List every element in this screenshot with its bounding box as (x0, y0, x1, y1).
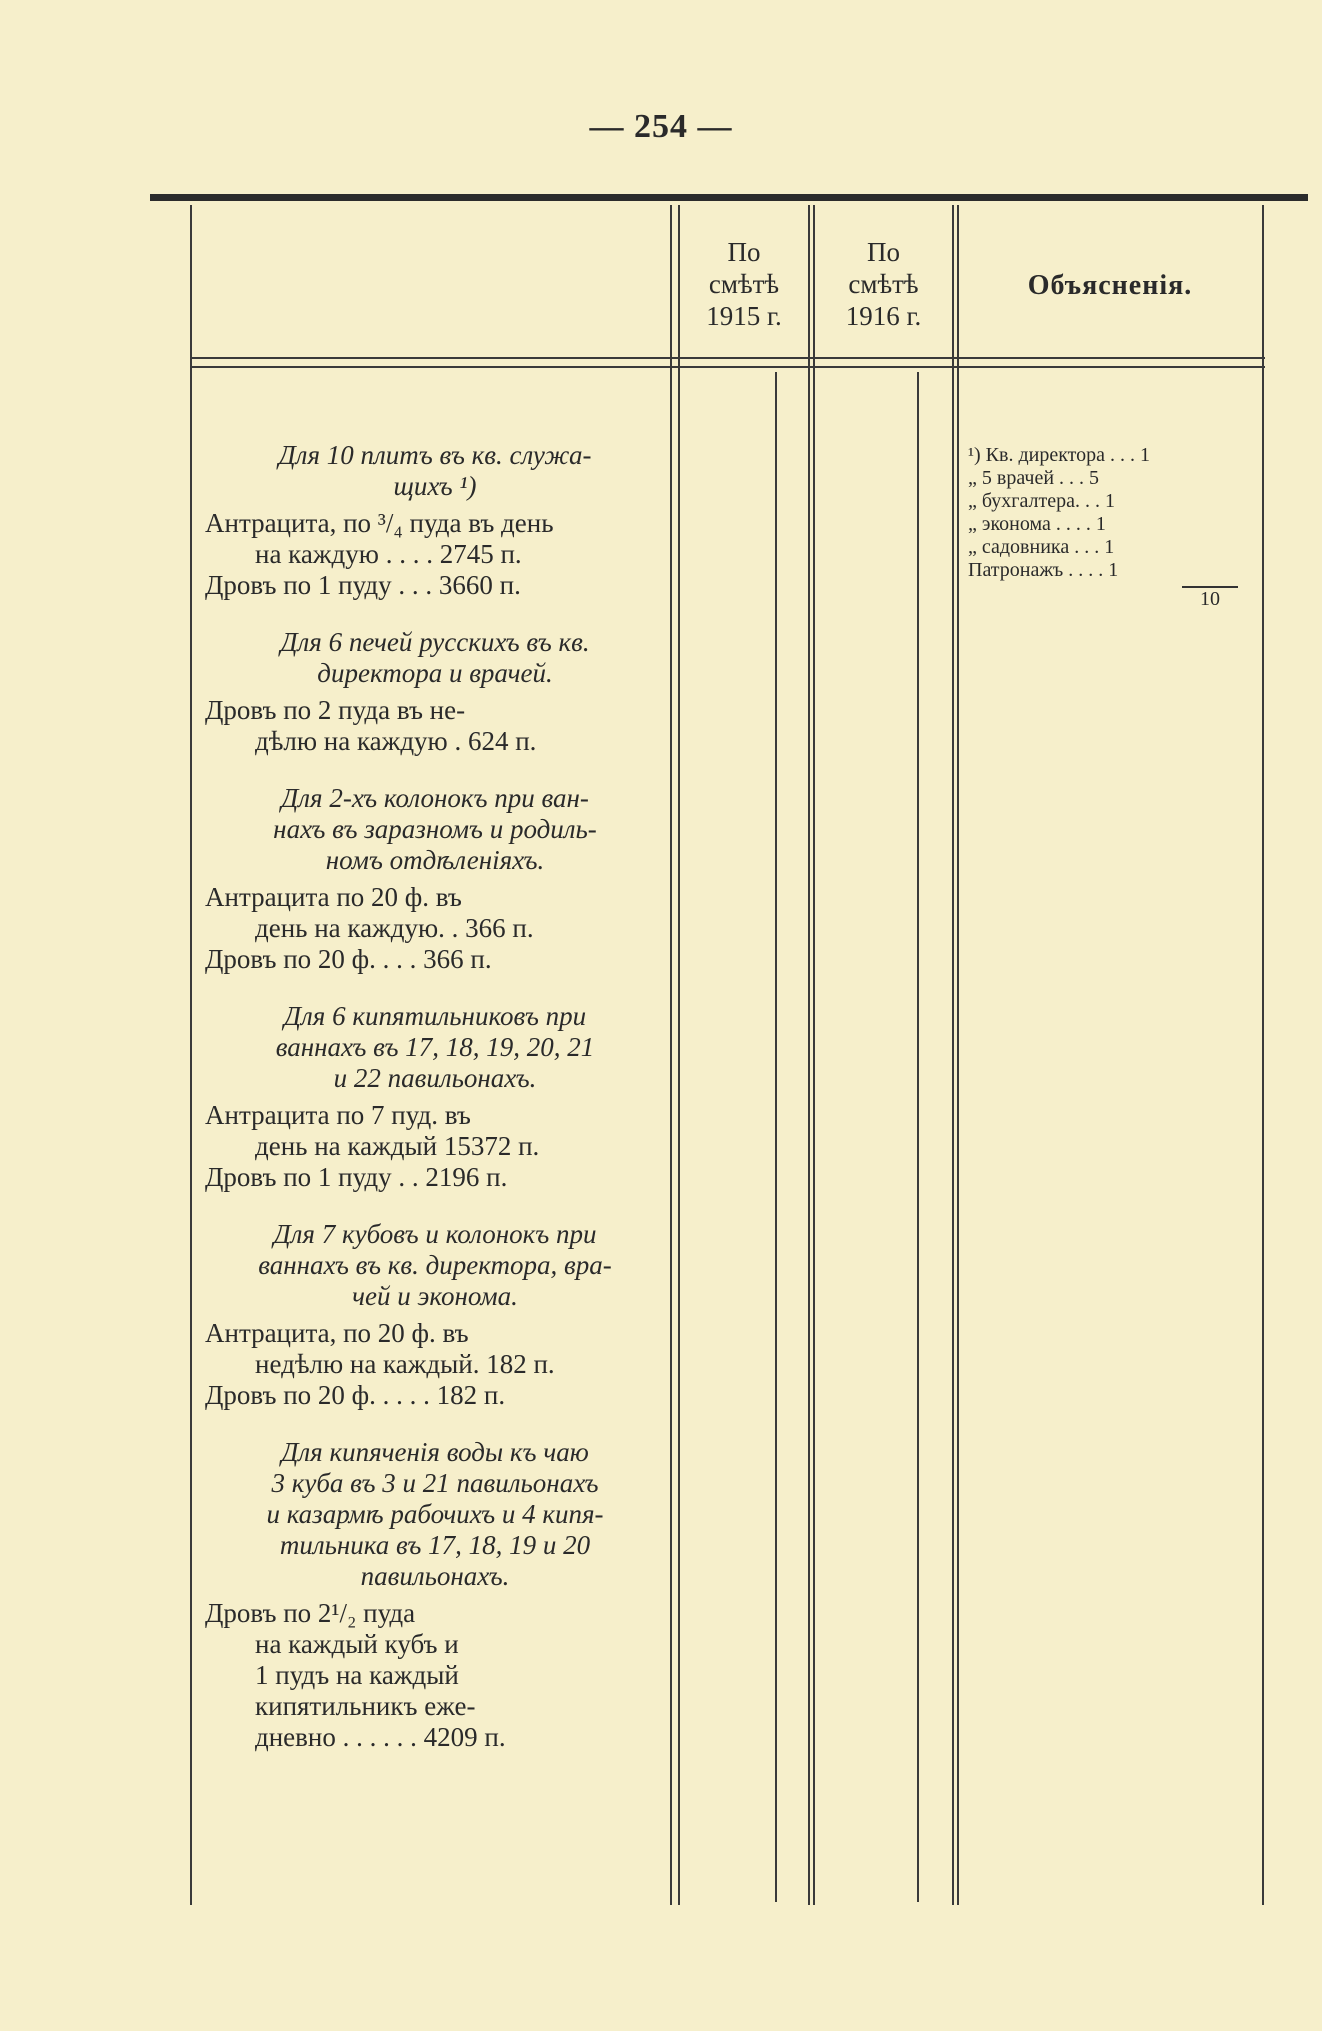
notes-total: 10 (1182, 586, 1238, 611)
section-title-line: павильонахъ. (360, 1561, 510, 1591)
section-title-line: Для 2-хъ колонокъ при ван- (281, 783, 589, 813)
section-title-line: Для 6 печей русскихъ въ кв. (280, 627, 590, 657)
section-3 (205, 783, 665, 975)
section-title (205, 1219, 665, 1312)
header-bottom-rule (190, 357, 1265, 359)
col-divider-1b (678, 205, 680, 1905)
section-title-line: нахъ въ заразномъ и родиль- (273, 814, 597, 844)
section-2 (205, 627, 665, 757)
page-number: — 254 — (589, 108, 733, 145)
item-line: кипятильникъ еже- (255, 1691, 476, 1721)
section-title (205, 1001, 665, 1094)
section-title-line: Для кипяченія воды къ чаю (281, 1437, 589, 1467)
note-line: ¹) Кв. директора . . . 1 (968, 444, 1151, 466)
section-title-line: директора и врачей. (317, 658, 553, 688)
item-line: Дровъ по 20 ф. . . . 366 п. (205, 944, 492, 974)
header-1915 (680, 236, 808, 332)
note-line: „ 5 врачей . . . 5 (968, 467, 1100, 489)
table-right-border (1262, 205, 1264, 1905)
items-column (205, 440, 665, 1779)
header-1915-line1: По (727, 237, 761, 267)
col-divider-2 (808, 205, 810, 1905)
header-1915-line3: 1915 г. (706, 301, 782, 331)
header-bottom-rule-2 (190, 366, 1265, 368)
col-divider-2b (813, 205, 815, 1905)
section-5 (205, 1219, 665, 1411)
section-4 (205, 1001, 665, 1193)
item-line: день на каждый 15372 п. (255, 1131, 540, 1161)
section-title (205, 1437, 665, 1592)
section-title-line: и 22 павильонахъ. (333, 1063, 537, 1093)
section-title-line: Для 10 плитъ въ кв. служа- (278, 440, 592, 470)
header-1915-line2: смѣтѣ (708, 269, 780, 299)
note-line: „ эконома . . . . 1 (968, 513, 1106, 535)
item-line: на каждый кубъ и (255, 1629, 459, 1659)
header-1916-line3: 1916 г. (845, 301, 922, 331)
section-1 (205, 440, 665, 601)
item-line: Антрацита по 7 пуд. въ (205, 1100, 471, 1130)
item-line: Дровъ по 1 пуду . . . 3660 п. (205, 570, 521, 600)
item-line: недѣлю на каждый. 182 п. (255, 1349, 555, 1379)
table-left-border (190, 205, 192, 1905)
item-line: Дровъ по 20 ф. . . . . 182 п. (205, 1380, 506, 1410)
col-divider-3b (957, 205, 959, 1905)
table-top-rule (150, 194, 1308, 201)
amount-subdivider-2 (917, 372, 919, 1902)
section-title-line: и казармѣ рабочихъ и 4 кипя- (266, 1499, 604, 1529)
item-line: Дровъ по 2¹/₂ пуда (205, 1598, 416, 1628)
item-line: на каждую . . . . 2745 п. (255, 539, 522, 569)
item-line: Дровъ по 2 пуда въ не- (205, 695, 466, 725)
note-line: Патронажъ . . . . 1 (968, 559, 1119, 581)
section-title-line: Для 7 кубовъ и колонокъ при (273, 1219, 597, 1249)
section-title (205, 440, 665, 502)
header-1916 (815, 236, 952, 332)
section-title-line: тильника въ 17, 18, 19 и 20 (279, 1530, 591, 1560)
section-title-line: чей и эконома. (352, 1281, 518, 1311)
item-line: Антрацита, по 20 ф. въ (205, 1318, 469, 1348)
section-title (205, 627, 665, 689)
item-line: Антрацита, по ³/₄ пуда въ день (205, 508, 554, 538)
item-line: Антрацита по 20 ф. въ (205, 882, 462, 912)
section-title-line: ваннахъ въ кв. директора, вра- (258, 1250, 612, 1280)
section-title-line: ваннахъ въ 17, 18, 19, 20, 21 (275, 1032, 595, 1062)
header-1916-line2: смѣтѣ (848, 269, 919, 299)
item-line: дневно . . . . . . 4209 п. (255, 1722, 506, 1752)
item-line: дѣлю на каждую . 624 п. (255, 726, 537, 756)
header-explanations: Объясненія. (1027, 270, 1193, 301)
item-line: 1 пудъ на каждый (255, 1660, 459, 1690)
section-title-line: Для 6 кипятильниковъ при (283, 1001, 587, 1031)
section-6 (205, 1437, 665, 1753)
section-title (205, 783, 665, 876)
col-divider-1 (670, 205, 672, 1905)
header-1916-line1: По (867, 237, 900, 267)
item-line: Дровъ по 1 пуду . . 2196 п. (205, 1162, 508, 1192)
item-line: день на каждую. . 366 п. (255, 913, 534, 943)
col-divider-3 (952, 205, 954, 1905)
section-title-line: номъ отдѣленіяхъ. (325, 845, 545, 875)
notes-column (968, 444, 1240, 611)
section-title-line: щихъ ¹) (393, 471, 477, 501)
section-title-line: 3 куба въ 3 и 21 павильонахъ (271, 1468, 599, 1498)
amount-subdivider-1 (775, 372, 777, 1902)
note-line: „ садовника . . . 1 (968, 536, 1115, 558)
note-line: „ бухгалтера. . . 1 (968, 490, 1116, 512)
